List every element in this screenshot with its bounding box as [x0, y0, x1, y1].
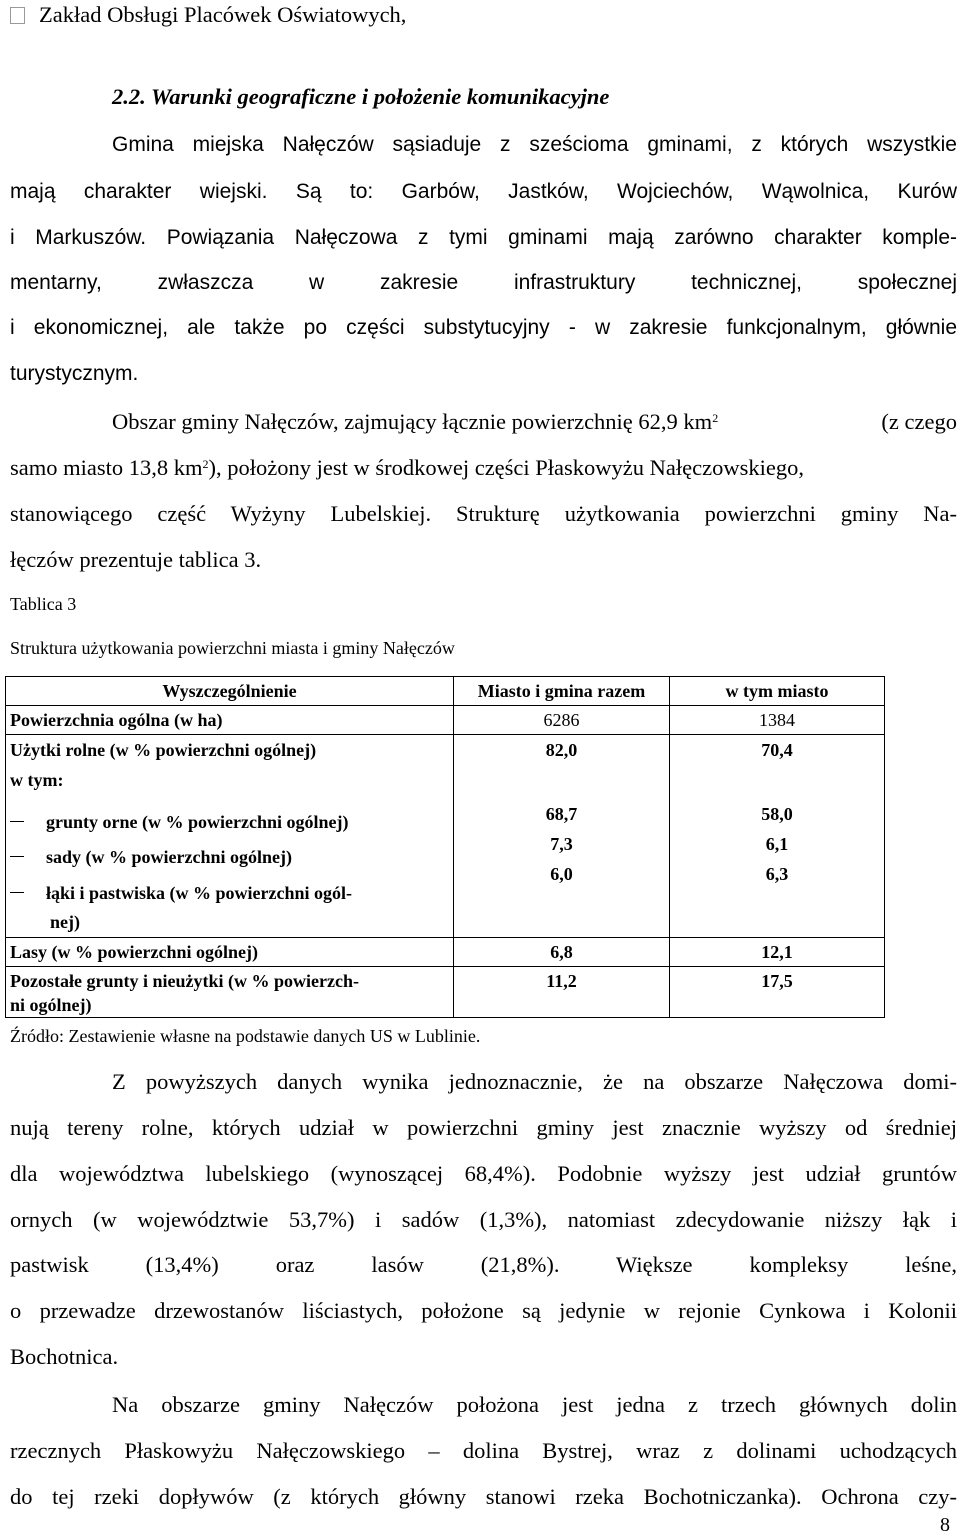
para3-line6: o przewadze drzewostanów liściastych, położone są jedynie w rejonie Cynkowa i Kolonii: [10, 1298, 957, 1323]
cell: 6,8: [454, 938, 670, 967]
cell: 6286: [454, 706, 670, 735]
row-label: łąki i pastwiska (w % powierzchni ogól-: [46, 883, 353, 903]
row-label: Lasy (w % powierzchni ogólnej): [6, 938, 454, 967]
header-cell: Wyszczególnienie: [6, 677, 454, 706]
page-number: 8: [940, 1514, 950, 1536]
para3-line2: nują tereny rolne, których udział w powierzchni gminy jest znacznie wyższy od średniej: [10, 1115, 957, 1140]
para4-line2: rzecznych Płaskowyżu Nałęczowskiego – dolina Bystrej, wraz z dolinami uchodzących: [10, 1438, 957, 1463]
para1-line6: turystycznym.: [10, 362, 139, 385]
dash-icon: [10, 821, 24, 822]
para1-line1: Gmina miejska Nałęczów sąsiaduje z sześcioma gminami, z których wszystkie: [112, 133, 957, 156]
para3-line5: pastwisk (13,4%) oraz lasów (21,8%). Większe kompleksy leśne,: [10, 1252, 957, 1277]
cell: 6,1: [765, 834, 789, 854]
cell: 7,3: [550, 834, 573, 854]
row-label: grunty orne (w % powierzchni ogólnej): [46, 812, 349, 832]
row-label: ni ogólnej): [10, 995, 92, 1015]
cell: 12,1: [669, 938, 884, 967]
row-label: sady (w % powierzchni ogólnej): [46, 847, 292, 867]
land-use-table: [5, 676, 885, 1018]
table-row: [6, 735, 885, 938]
dash-icon: [10, 892, 24, 893]
para2-line2: [10, 453, 957, 483]
para1-line5: i ekonomicznej, ale także po części substytucyjny - w zakresie funkcjonalnym, głównie: [10, 316, 957, 339]
cell: 17,5: [669, 967, 884, 1018]
cell: 68,7: [545, 804, 578, 824]
para1-line3: i Markuszów. Powiązania Nałęczowa z tymi gminami mają zarówno charakter komple-: [10, 226, 957, 249]
cell: 58,0: [761, 804, 793, 824]
para2-line2-b: ), położony jest w środkowej części Płaskowyżu Nałęczowskiego,: [208, 455, 804, 480]
dash-icon: [10, 856, 24, 857]
table-row: [6, 967, 885, 1018]
row-label: Powierzchnia ogólna (w ha): [6, 706, 454, 735]
para3-line4: ornych (w województwie 53,7%) i sadów (1,3%), natomiast zdecydowanie niższy łąk i: [10, 1207, 957, 1232]
para3-line1: Z powyższych danych wynika jednoznacznie, że na obszarze Nałęczowa domi-: [112, 1069, 957, 1094]
para2-line1-b: (z czego: [881, 409, 957, 434]
table-source: Źródło: Zestawienie własne na podstawie danych US w Lublinie.: [10, 1026, 481, 1046]
para2-line2-a: samo miasto 13,8 km: [10, 455, 203, 480]
para2-line3: stanowiącego część Wyżyny Lubelskiej. Strukturę użytkowania powierzchni gminy Na-: [10, 501, 957, 526]
header-cell: Miasto i gmina razem: [454, 677, 670, 706]
para1-line4: mentarny, zwłaszcza w zakresie infrastruktury technicznej, społecznej: [10, 271, 957, 294]
para2-line1: [112, 407, 957, 437]
para1-line2: mają charakter wiejski. Są to: Garbów, Jastków, Wojciechów, Wąwolnica, Kurów: [10, 180, 957, 203]
para2-line1-a: Obszar gminy Nałęczów, zajmujący łącznie powierzchnię 62,9 km: [112, 409, 713, 434]
header-cell: w tym miasto: [669, 677, 884, 706]
section-heading: 2.2. Warunki geograficzne i położenie komunikacyjne: [112, 84, 610, 109]
checkbox-icon: [10, 7, 25, 24]
table-label: Tablica 3: [10, 594, 77, 614]
cell: 82,0: [545, 740, 578, 760]
cell: 6,0: [550, 864, 573, 884]
para4-line1: Na obszarze gminy Nałęczów położona jest jedna z trzech głównych dolin: [112, 1392, 957, 1417]
para3-line3: dla województwa lubelskiego (wynoszącej 68,4%). Podobnie wyższy jest udział gruntów: [10, 1161, 957, 1186]
superscript: 2: [712, 411, 719, 425]
cell: 11,2: [454, 967, 670, 1018]
row-label: Użytki rolne (w % powierzchni ogólnej): [10, 740, 317, 760]
table-row: [6, 706, 885, 735]
row-label: Pozostałe grunty i nieużytki (w % powierzch-: [10, 971, 359, 991]
cell: 70,4: [761, 740, 793, 760]
table-title: Struktura użytkowania powierzchni miasta i gminy Nałęczów: [10, 638, 455, 658]
row-label: w tym:: [10, 770, 64, 790]
table-header-row: [6, 677, 885, 706]
header-text: Zakład Obsługi Placówek Oświatowych,: [39, 2, 407, 27]
table-row: [6, 938, 885, 967]
para2-line4: łęczów prezentuje tablica 3.: [10, 547, 262, 572]
para3-line7: Bochotnica.: [10, 1344, 119, 1369]
cell: 1384: [669, 706, 884, 735]
row-label: nej): [50, 912, 80, 932]
cell: 6,3: [765, 864, 789, 884]
header-line: [10, 0, 510, 30]
superscript: 2: [202, 457, 209, 471]
para4-line3: do tej rzeki dopływów (z których główny stanowi rzeka Bochotniczanka). Ochrona czy-: [10, 1484, 957, 1509]
